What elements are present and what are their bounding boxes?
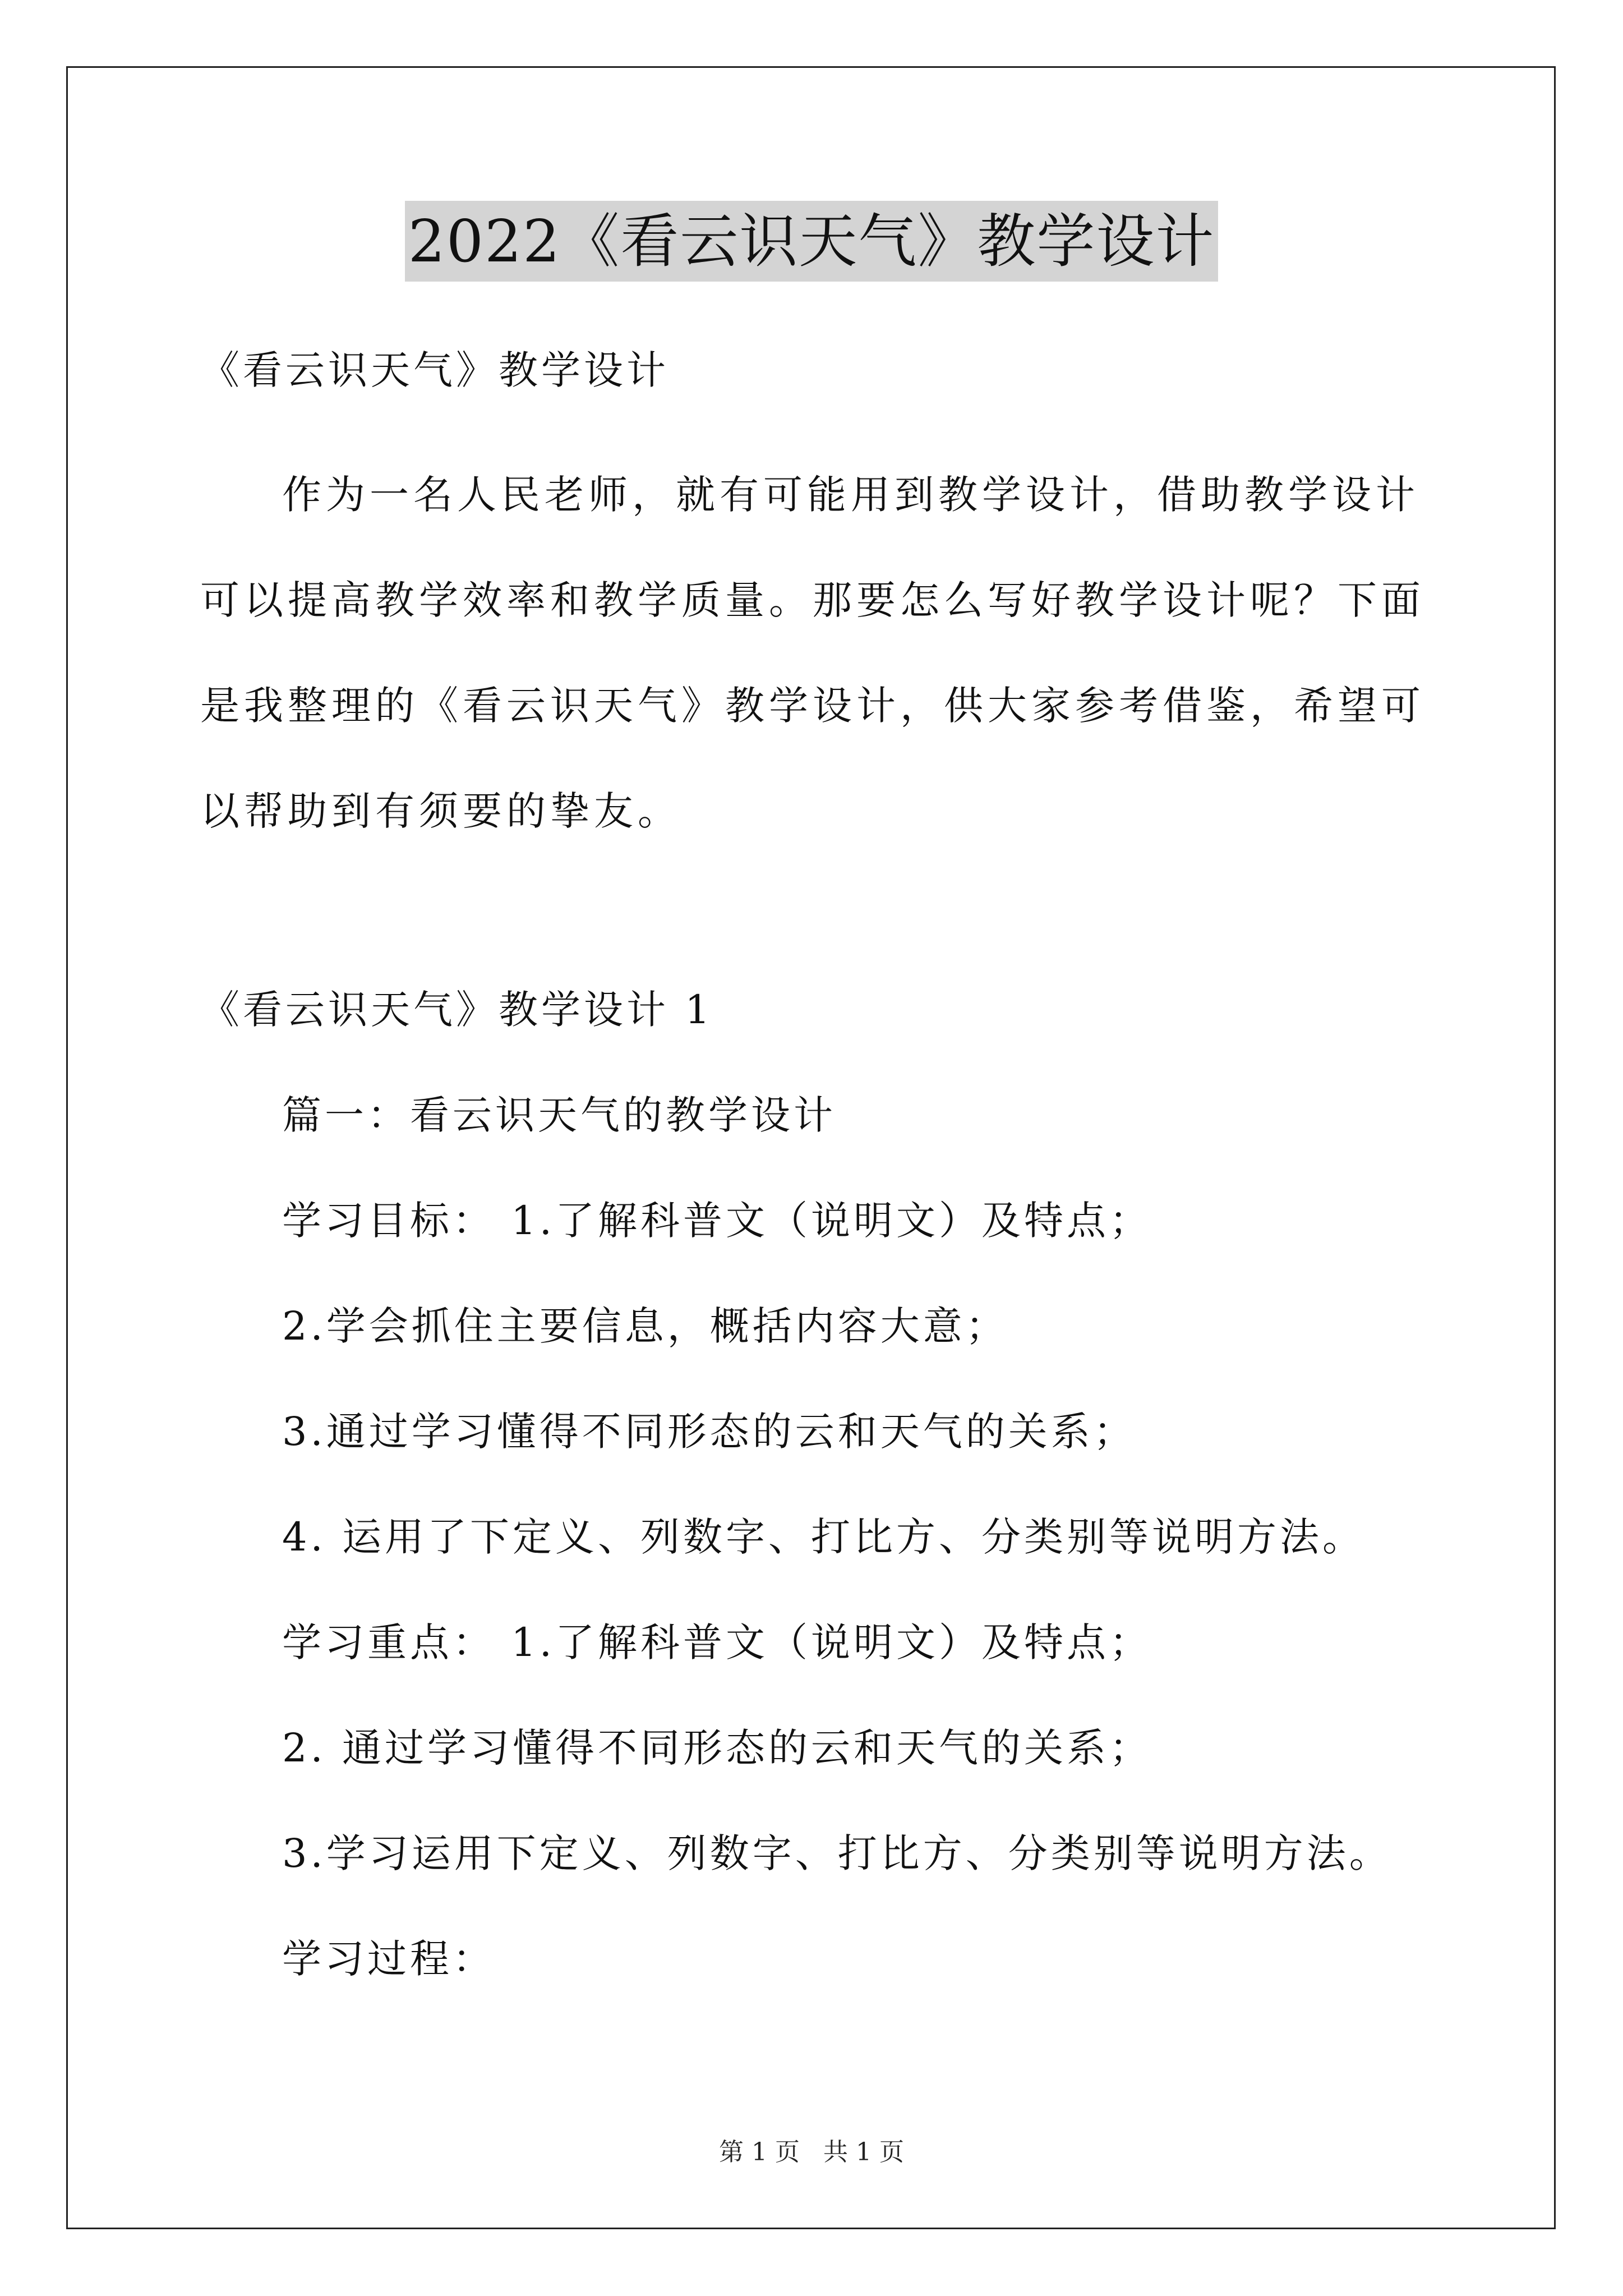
body-line: 篇一：看云识天气的教学设计 <box>282 1092 836 1138</box>
page-total: 共 1 页 <box>823 2138 904 2166</box>
title-wrapper <box>0 201 1623 282</box>
body-line: 学习过程： <box>282 1936 495 1982</box>
document-subtitle: 《看云识天气》教学设计 <box>200 347 669 393</box>
body-line: 学习重点： 1.了解科普文（说明文）及特点； <box>282 1619 1152 1665</box>
document-title: 2022《看云识天气》教学设计 <box>405 201 1219 282</box>
page-footer <box>0 2132 1623 2168</box>
body-line: 3.学习运用下定义、列数字、打比方、分类别等说明方法。 <box>282 1830 1392 1876</box>
body-line: 2.学会抓住主要信息，概括内容大意； <box>282 1303 1008 1349</box>
document-body <box>200 337 1434 2031</box>
body-line: 2. 通过学习懂得不同形态的云和天气的关系； <box>282 1725 1152 1771</box>
body-line: 4. 运用了下定义、列数字、打比方、分类别等说明方法。 <box>282 1514 1366 1560</box>
section-title: 《看云识天气》教学设计 1 <box>200 987 713 1033</box>
body-line: 学习目标： 1.了解科普文（说明文）及特点； <box>282 1198 1152 1244</box>
page-number: 第 1 页 <box>719 2138 800 2166</box>
section-gap <box>200 864 1434 976</box>
body-line: 3.通过学习懂得不同形态的云和天气的关系； <box>282 1409 1136 1455</box>
intro-paragraph: 作为一名人民老师，就有可能用到教学设计，借助教学设计可以提高教学效率和教学质量。那要怎么写好教学设计呢？下面是我整理的《看云识天气》教学设计，供大家参考借鉴，希望可以帮助到有须要的挚友。 <box>200 472 1425 834</box>
